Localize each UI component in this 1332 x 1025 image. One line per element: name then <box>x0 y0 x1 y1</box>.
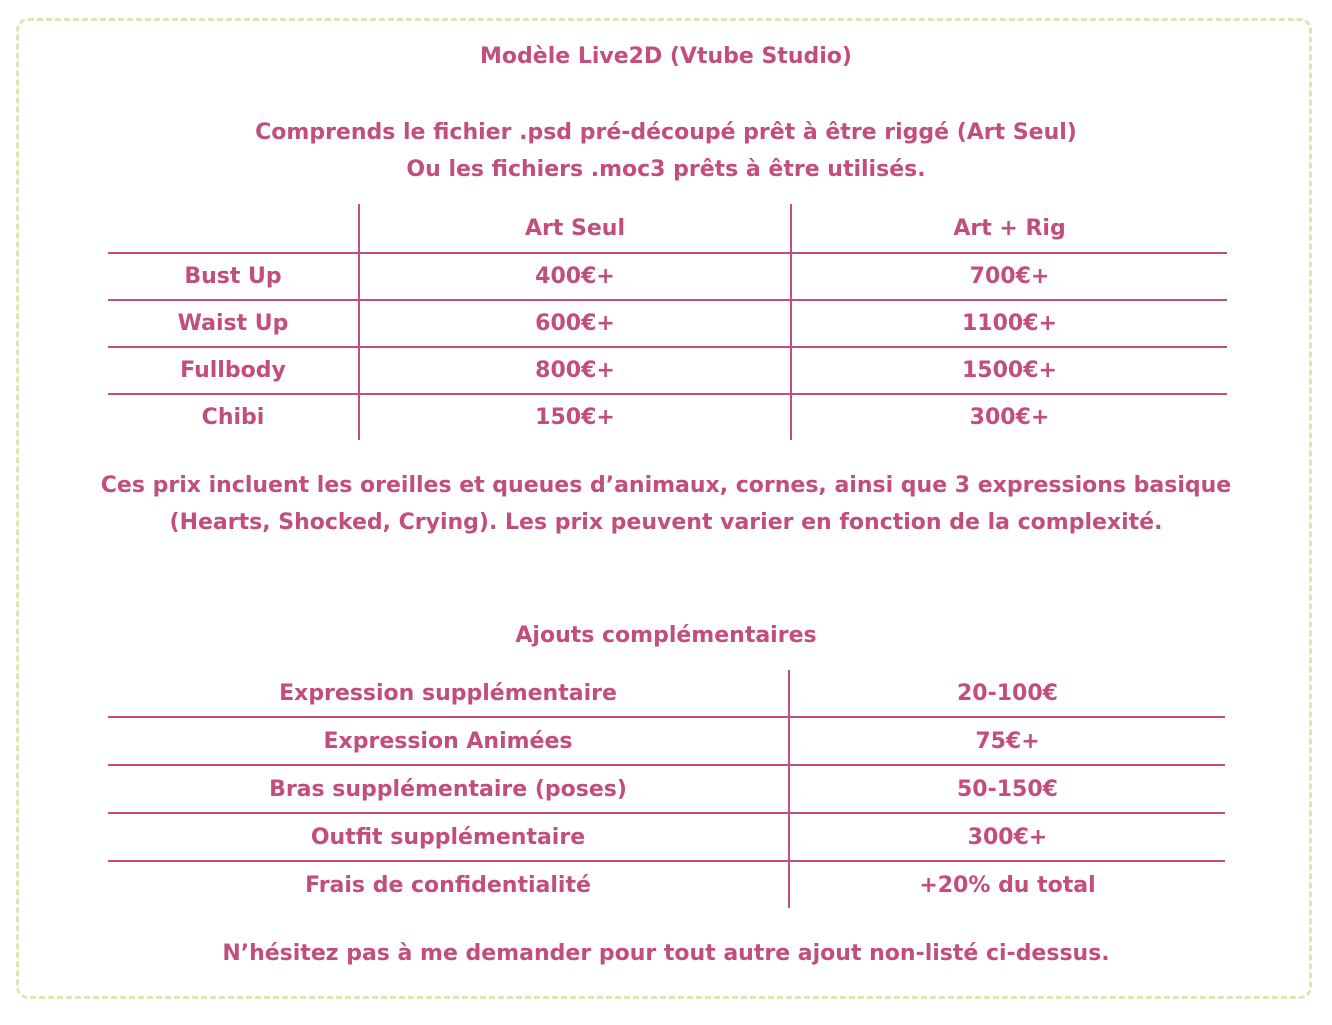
addon-label: Expression supplémentaire <box>279 680 617 706</box>
addon-price: +20% du total <box>789 861 1225 908</box>
addon-label: Expression Animées <box>108 717 789 765</box>
header-empty <box>108 204 359 253</box>
price-table-header <box>108 204 1227 253</box>
intro-line-1: Comprends le fichier .psd pré-découpé prêt à être riggé (Art Seul) <box>255 120 1077 145</box>
table-row <box>108 670 1225 717</box>
price-art: 150€+ <box>359 394 791 440</box>
price-table <box>108 204 1227 440</box>
table-row <box>108 813 1225 861</box>
table-row <box>108 347 1227 394</box>
price-art: 400€+ <box>359 253 791 300</box>
table-row <box>108 300 1227 347</box>
table-row <box>108 394 1227 440</box>
price-art: 600€+ <box>359 300 791 347</box>
addon-price: 300€+ <box>789 813 1225 861</box>
table-row <box>108 253 1227 300</box>
row-label: Waist Up <box>108 300 359 347</box>
addon-label: Frais de confidentialité <box>108 861 789 908</box>
table-row <box>108 861 1225 908</box>
row-label: Fullbody <box>108 347 359 394</box>
addon-price: 50-150€ <box>789 765 1225 813</box>
row-label: Bust Up <box>108 253 359 300</box>
intro-line-2: Ou les fichiers .moc3 prêts à être utilisés. <box>406 157 926 182</box>
addon-price: 75€+ <box>789 717 1225 765</box>
price-rig: 1100€+ <box>791 300 1227 347</box>
addon-label: Outfit supplémentaire <box>108 813 789 861</box>
note-line-2: (Hearts, Shocked, Crying). Les prix peuvent varier en fonction de la complexité. <box>169 510 1163 535</box>
price-rig: 300€+ <box>791 394 1227 440</box>
row-label: Chibi <box>108 394 359 440</box>
addon-label: Bras supplémentaire (poses) <box>108 765 789 813</box>
table-row <box>108 717 1225 765</box>
header-art-rig: Art + Rig <box>791 204 1227 253</box>
table-row <box>108 765 1225 813</box>
note-line-1: Ces prix incluent les oreilles et queues d’animaux, cornes, ainsi que 3 expressions basique <box>100 473 1232 498</box>
price-art: 800€+ <box>359 347 791 394</box>
price-rig: 700€+ <box>791 253 1227 300</box>
addons-table <box>108 670 1225 908</box>
addon-price: 20-100€ <box>789 670 1225 717</box>
footer-note: N’hésitez pas à me demander pour tout autre ajout non-listé ci-dessus. <box>222 941 1110 966</box>
page-title: Modèle Live2D (Vtube Studio) <box>480 44 852 69</box>
addons-title: Ajouts complémentaires <box>515 623 817 648</box>
header-art-seul: Art Seul <box>359 204 791 253</box>
price-rig: 1500€+ <box>791 347 1227 394</box>
